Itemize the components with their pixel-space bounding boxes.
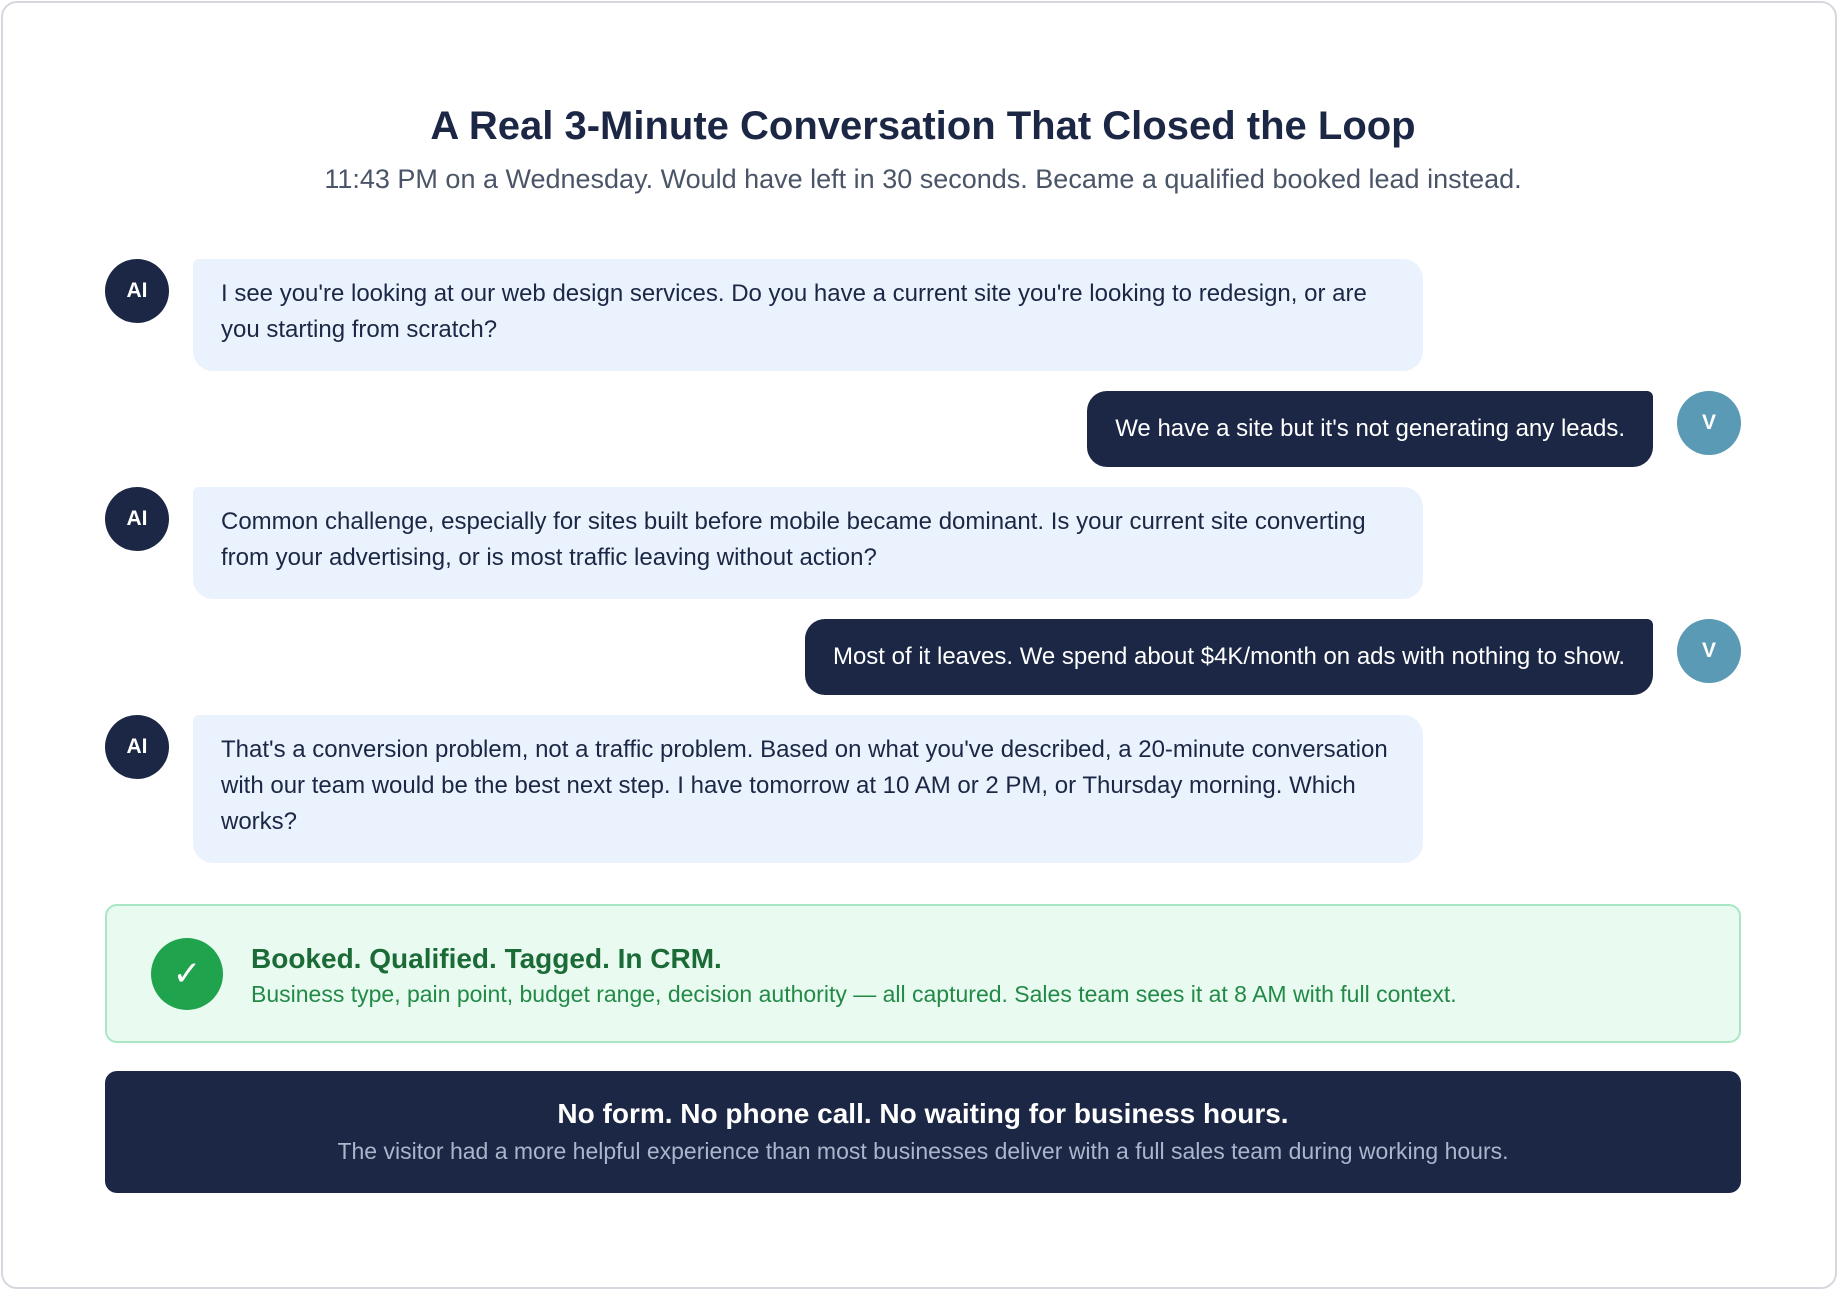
summary-text: The visitor had a more helpful experience than most businesses deliver with a full sales team during working hours. bbox=[337, 1138, 1509, 1164]
ai-message-bubble: That's a conversion problem, not a traffic problem. Based on what you've described, a 20-minute conversation with our team would be the best next step. I have tomorrow at 10 AM or 2 PM, or Thursday morning. Which works? bbox=[193, 715, 1423, 863]
summary-banner bbox=[105, 1071, 1741, 1193]
visitor-avatar: V bbox=[1677, 391, 1741, 455]
booked-description: Business type, pain point, budget range, decision authority — all captured. Sales team sees it at 8 AM with full context. bbox=[251, 981, 1457, 1007]
booked-title: Booked. Qualified. Tagged. In CRM. bbox=[251, 943, 722, 974]
checkmark-icon: ✓ bbox=[151, 938, 223, 1010]
ai-message-bubble: Common challenge, especially for sites built before mobile became dominant. Is your current site converting from your advertising, or is most traffic leaving without action? bbox=[193, 487, 1423, 599]
ai-message-bubble: I see you're looking at our web design services. Do you have a current site you're looking to redesign, or are you starting from scratch? bbox=[193, 259, 1423, 371]
ai-avatar: AI bbox=[105, 259, 169, 323]
page-subtitle: 11:43 PM on a Wednesday. Would have left in 30 seconds. Became a qualified booked lead instead. bbox=[324, 164, 1522, 194]
ai-avatar: AI bbox=[105, 487, 169, 551]
visitor-message-bubble: Most of it leaves. We spend about $4K/month on ads with nothing to show. bbox=[805, 619, 1653, 695]
ai-avatar: AI bbox=[105, 715, 169, 779]
summary-title: No form. No phone call. No waiting for business hours. bbox=[557, 1098, 1289, 1129]
visitor-message-bubble: We have a site but it's not generating any leads. bbox=[1087, 391, 1653, 467]
page-title: A Real 3-Minute Conversation That Closed the Loop bbox=[430, 104, 1416, 148]
card-frame bbox=[1, 1, 1837, 1289]
booked-banner bbox=[105, 904, 1741, 1043]
visitor-avatar: V bbox=[1677, 619, 1741, 683]
